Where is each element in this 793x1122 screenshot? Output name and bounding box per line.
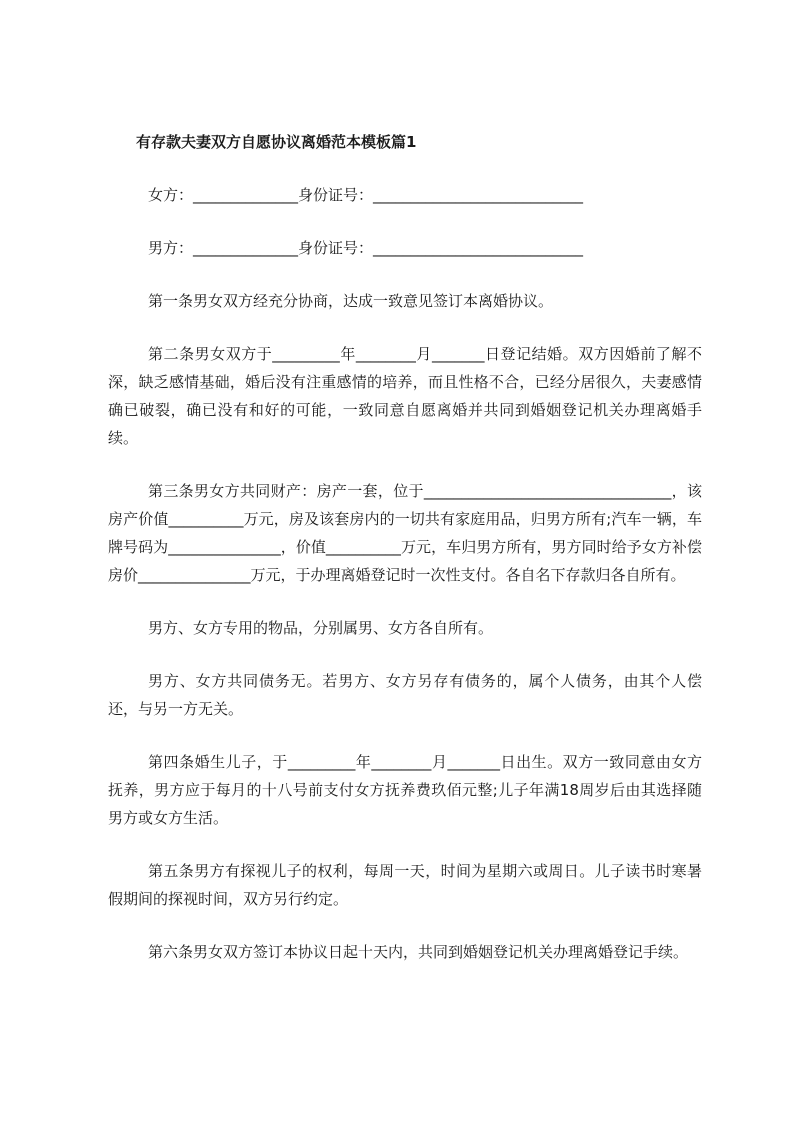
clause-3: 第三条男女方共同财产：房产一套，位于_________________________________，该房产价值__________万元，房及该套房内的一切共有家庭用品，归男方所有;汽车一辆，车牌号码为_______________，价值__________万元，车归男方所有，男方同时给予女方补偿房价_______________万元，于办理离婚登记时一次性支付。各自名下存款归各自所有。 xyxy=(108,482,702,584)
debts-paragraph: 男方、女方共同债务无。若男方、女方另存有债务的，属个人债务，由其个人偿还，与另一方无关。 xyxy=(108,672,702,718)
clause-6: 第六条男女双方签订本协议日起十天内，共同到婚姻登记机关办理离婚登记手续。 xyxy=(148,943,689,961)
clause-2: 第二条男女双方于_________年________月_______日登记结婚。双方因婚前了解不深，缺乏感情基础，婚后没有注重感情的培养，而且性格不合，已经分居很久，夫妻感情确已破裂，确已没有和好的可能，一致同意自愿离婚并共同到婚姻登记机关办理离婚手续。 xyxy=(108,345,702,447)
clause-1: 第一条男女双方经充分协商，达成一致意见签订本离婚协议。 xyxy=(148,292,554,310)
clause-5: 第五条男方有探视儿子的权利，每周一天，时间为星期六或周日。儿子读书时寒暑假期间的探视时间，双方另行约定。 xyxy=(108,862,702,908)
clause-4: 第四条婚生儿子，于_________年________月_______日出生。双方一致同意由女方抚养，男方应于每月的十八号前支付女方抚养费玖佰元整;儿子年满18周岁后由其选择随男方或女方生活。 xyxy=(108,753,702,827)
document-body xyxy=(108,128,702,966)
personal-items-paragraph: 男方、女方专用的物品，分别属男、女方各自所有。 xyxy=(148,619,494,637)
document-title: 有存款夫妻双方自愿协议离婚范本模板篇1 xyxy=(136,133,417,151)
wife-info-line: 女方：______________身份证号：____________________________ xyxy=(148,186,584,204)
husband-info-line: 男方：______________身份证号：____________________________ xyxy=(148,239,584,257)
